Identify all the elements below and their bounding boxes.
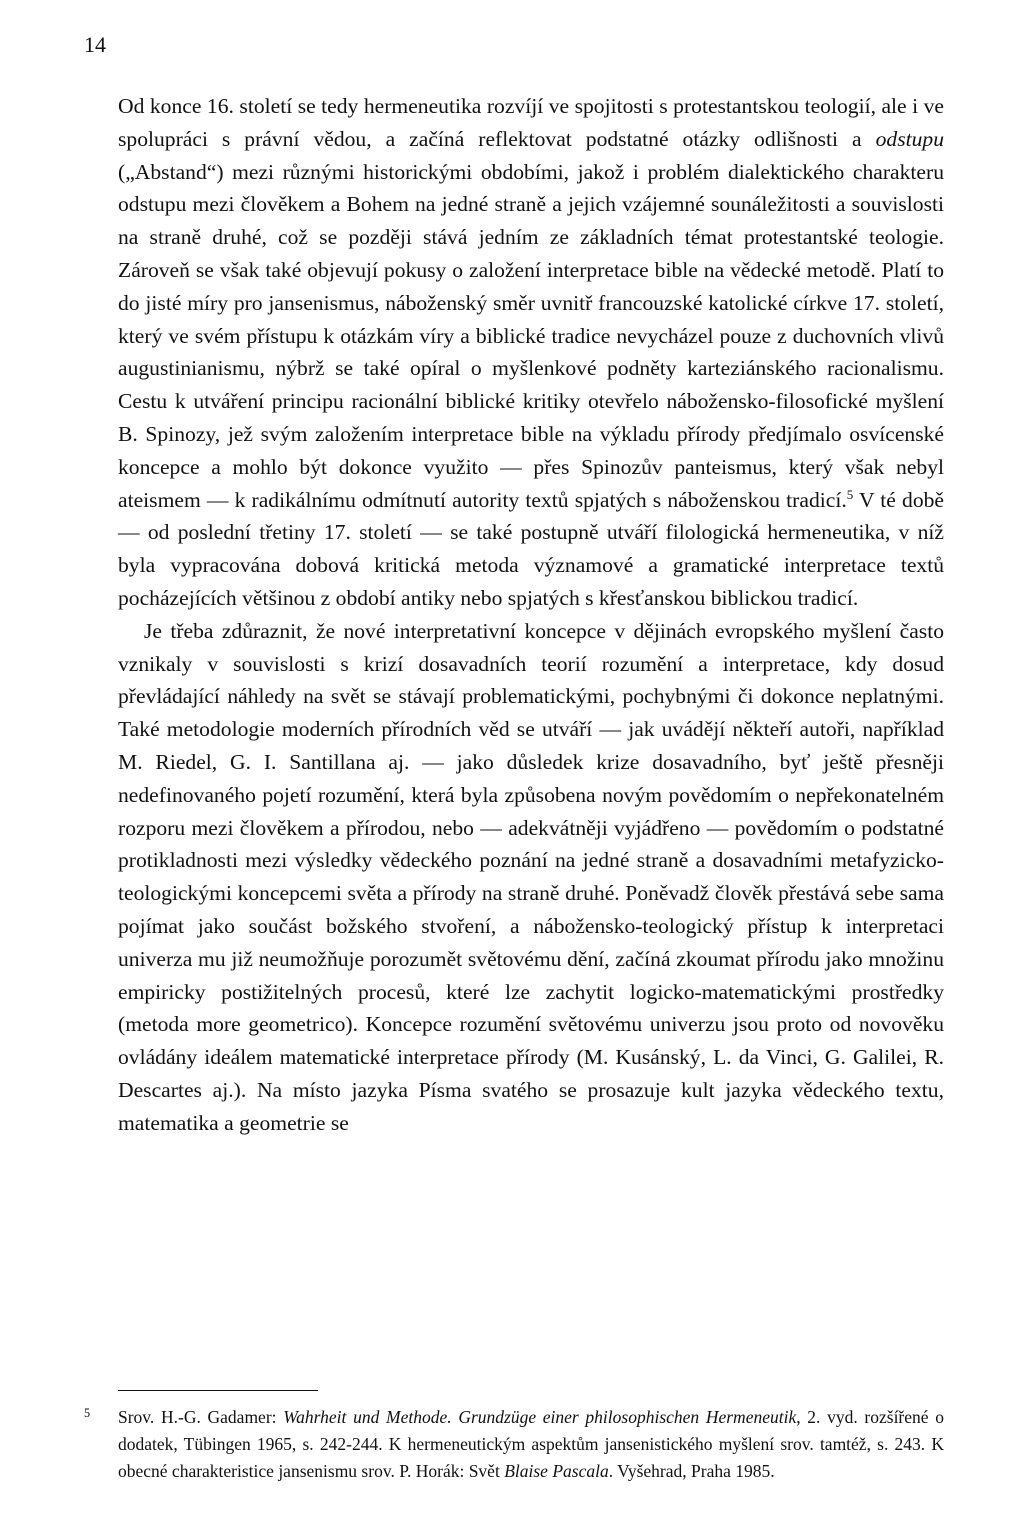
page-number: 14 [84,32,106,57]
footnote-separator [118,1390,318,1391]
footnote-reference: 5 [846,486,854,502]
italic-text: Blaise Pascala [504,1461,609,1481]
footnote [84,1404,944,1485]
italic-text: Wahrheit und Methode. Grundzüge einer philosophischen Hermeneutik [283,1407,797,1427]
text-run: Od konce 16. století se tedy hermeneutika rozvíjí ve spojitosti s protestantskou teologií, ale i ve spolupráci s právní vědou, a začíná reflektovat podstatné otázky odlišnosti a [118,94,944,151]
paragraph [118,615,944,1140]
footnote-mark: 5 [84,1405,91,1420]
footnote-text [118,1407,944,1481]
italic-text: odstupu [875,126,944,151]
text-run: , 2. vyd. rozšířené o dodatek, Tübingen 1965, s. 242-244. K hermeneutickým aspektům jansenistického myšlení srov. tamtéž, s. 243. K obecné charakteristice jansenismu srov. P. Horák: Svět [118,1407,944,1481]
body-text [118,90,944,1140]
text-run: Je třeba zdůraznit, že nové interpretativní koncepce v dějinách evropského myšlení často vznikaly v souvislosti s krizí dosavadních teorií rozumění a interpretace, kdy dosud převládající náhledy na svět se stávají problematickými, pochybnými či dokonce neplatnými. Také metodologie moderních přírodních věd se utváří — jak uvádějí někteří autoři, například M. Riedel, G. I. Santillana aj. — jako důsledek krize dosavadního, byť ještě přesněji nedefinovaného pojetí rozumění, která byla způsobena novým povědomím o nepřekonatelném rozporu mezi člověkem a přírodou, nebo — adekvátněji vyjádřeno — povědomím o podstatné protikladnosti mezi výsledky vědeckého poznání na jedné straně a dosavadními metafyzicko-teologickými koncepcemi světa a přírody na straně druhé. Poněvadž člověk přestává sebe sama pojímat jako součást božského stvoření, a nábožensko-teologický přístup k interpretaci univerza mu již neumožňuje porozumět světovému dění, začíná zkoumat přírodu jako množinu empiricky postižitelných procesů, které lze zachytit logicko-matematickými prostředky (metoda more geometrico). Koncepce rozumění světovému univerzu jsou proto od novověku ovládány ideálem matematické interpretace přírody (M. Kusánský, L. da Vinci, G. Galilei, R. Descartes aj.). Na místo jazyka Písma svatého se prosazuje kult jazyka vědeckého textu, matematika a geometrie se [118,618,944,1135]
paragraph [118,90,944,615]
text-run: („Abstand“) mezi různými historickými obdobími, jakož i problém dialektického charakteru odstupu mezi člověkem a Bohem na jedné straně a jejich vzájemné sounáležitosti a souvislosti na straně druhé, což se později stává jedním ze základních témat protestantské teologie. Zároveň se však také objevují pokusy o založení interpretace bible na vědecké metodě. Platí to do jisté míry pro jansenismus, náboženský směr uvnitř francouzské katolické církve 17. století, který ve svém přístupu k otázkám víry a biblické tradice nevycházel pouze z duchovních vlivů augustinianismu, nýbrž se také opíral o myšlenkové podněty karteziánského racionalismu. Cestu k utváření principu racionální biblické kritiky otevřelo nábožensko-filosofické myšlení B. Spinozy, jež svým založením interpretace bible na výkladu přírody předjímalo osvícenské koncepce a mohlo být dokonce využito — přes Spinozův panteismus, který však nebyl ateismem — k radikálnímu odmítnutí autority textů spjatých s náboženskou tradicí. [118,159,944,512]
text-run: Srov. H.-G. Gadamer: [118,1407,284,1427]
text-run: . Vyšehrad, Praha 1985. [608,1461,775,1481]
text-run: V té době — od poslední třetiny 17. století — se také postupně utváří filologická hermeneutika, v níž byla vypracována dobová kritická metoda významové a gramatické interpretace textů pocházejících většinou z období antiky nebo spjatých s křesťanskou biblickou tradicí. [118,487,944,610]
